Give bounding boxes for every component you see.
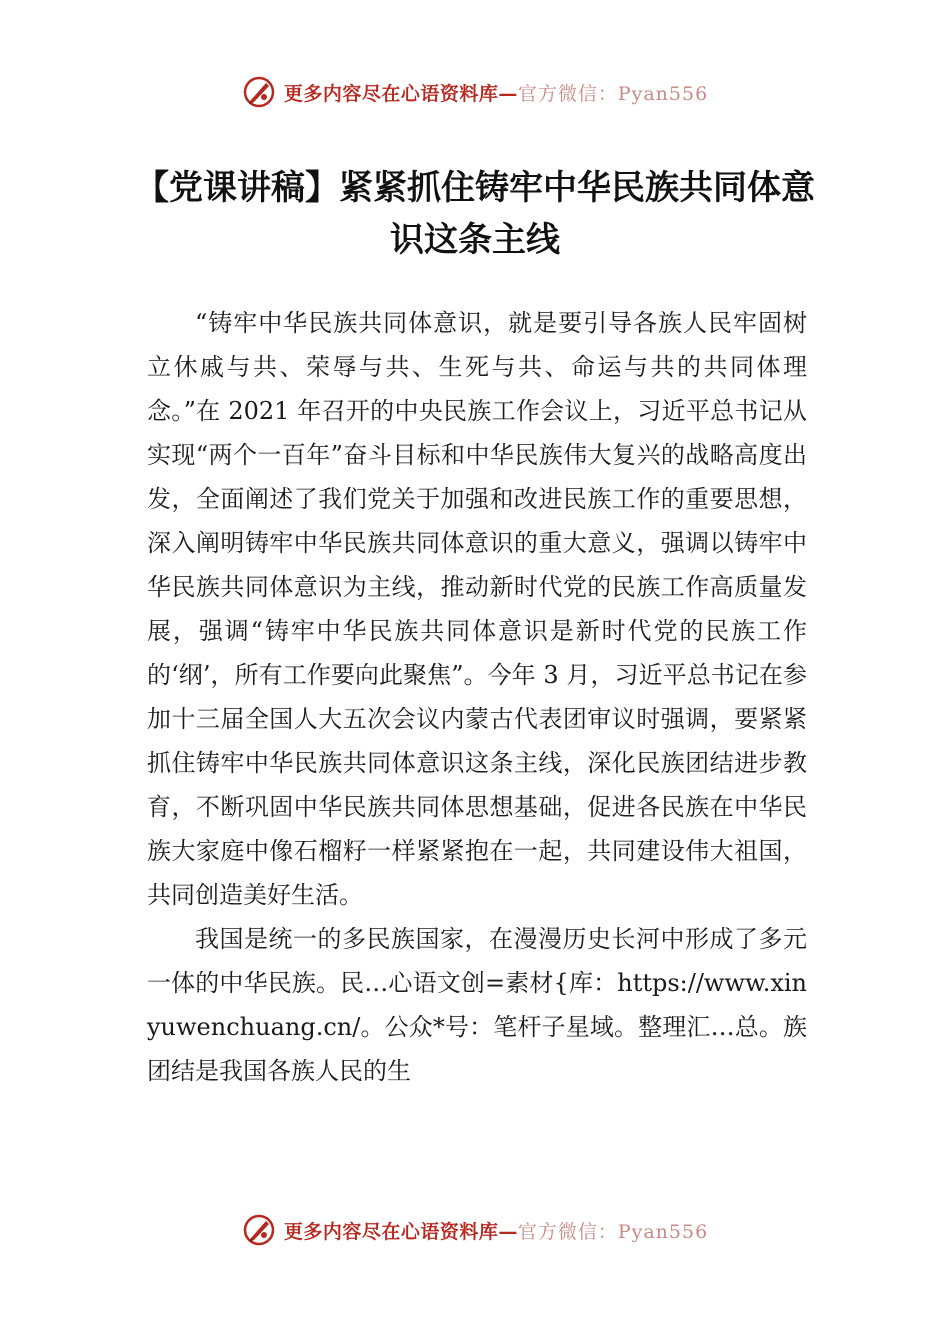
- header-promo-text: 更多内容尽在心语资料库—: [283, 82, 518, 105]
- paragraph: “铸牢中华民族共同体意识，就是要引导各族人民牢固树立休戚与共、荣辱与共、生死与共、命运与共的共同体理念。”在 2021 年召开的中央民族工作会议上，习近平总书记从实现“两个一百年”奋斗目标和中华民族伟大复兴的战略高度出发，全面阐述了我们党关于加强和改进民族工作的重要思想，深入阐明铸牢中华民族共同体意识的重大意义，强调以铸牢中华民族共同体意识为主线，推动新时代党的民族工作高质量发展，强调“铸牢中华民族共同体意识是新时代党的民族工作的‘纲’，所有工作要向此聚焦”。今年 3 月，习近平总书记在参加十三届全国人大五次会议内蒙古代表团审议时强调，要紧紧抓住铸牢中华民族共同体意识这条主线，深化民族团结进步教育，不断巩固中华民族共同体思想基础，促进各民族在中华民族大家庭中像石榴籽一样紧紧抱在一起，共同建设伟大祖国，共同创造美好生活。: [147, 309, 807, 909]
- footer-contact-text: 官方微信：Pyan556: [517, 1220, 709, 1243]
- footer-promo-text: 更多内容尽在心语资料库—: [283, 1220, 518, 1243]
- header-contact-text: 官方微信：Pyan556: [517, 82, 709, 105]
- footer-banner: [0, 1210, 950, 1250]
- document-title: 【党课讲稿】紧紧抓住铸牢中华民族共同体意识这条主线: [135, 168, 815, 260]
- writing-brush-logo-icon: [242, 75, 276, 109]
- paragraph: 我国是统一的多民族国家，在漫漫历史长河中形成了多元一体的中华民族。民…心语文创=素材{库：https://www.xinyuwenchuang.cn/。公众*号：笔杆子星域。整理汇…总。族团结是我国各族人民的生: [147, 925, 807, 1085]
- document-body: [147, 301, 807, 1093]
- writing-brush-logo-icon: [242, 1213, 276, 1247]
- header-banner: [0, 72, 950, 112]
